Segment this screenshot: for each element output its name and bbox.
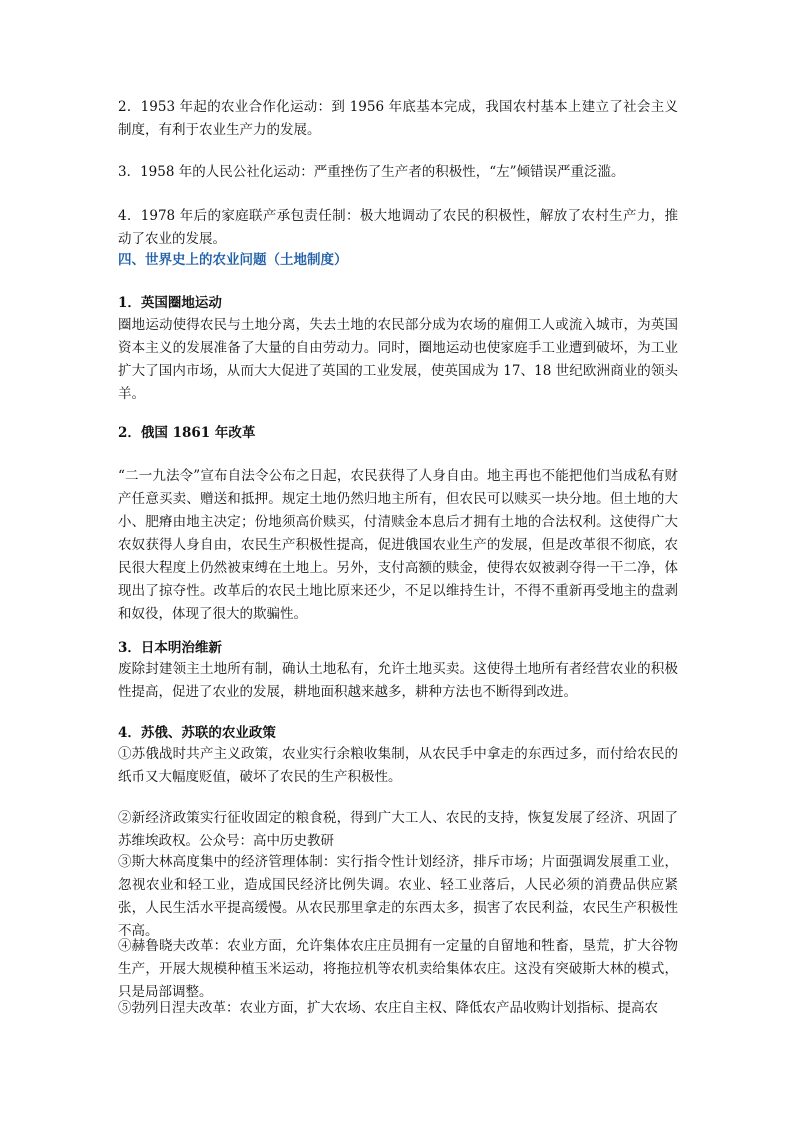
section-title: 四、世界史上的农业问题（土地制度） — [118, 252, 348, 268]
paragraph-1953-cooperatives: 2．1953 年起的农业合作化运动：到 1956 年底基本完成，我国农村基本上建立了社会主义制度，有利于农业生产力的发展。 — [118, 99, 678, 138]
heading-soviet: 4．苏俄、苏联的农业政策 — [118, 725, 276, 741]
paragraph-russia-1861: “二一九法令”宣布自法令公布之日起，农民获得了人身自由。地主再也不能把他们当成私有财产任意买卖、赠送和抵押。规定土地仍然归地主所有，但农民可以赎买一块分地。但土地的大小、肥瘠由地主决定；份地须高价赎买，付清赎金本息后才拥有土地的合法权利。这使得广大农奴获得人身自由，农民生产积极性提高，促进俄国农业生产的发展，但是改革很不彻底，农民很大程度上仍然被束缚在土地上。另外，支付高额的赎金，使得农奴被剥夺得一干二净，体现出了掠夺性。改革后的农民土地比原来还少，不足以维持生计，不得不重新再受地主的盘剥和奴役，体现了很大的欺骗性。 — [118, 468, 678, 622]
paragraph-soviet-khrushchev: ④赫鲁晓夫改革：农业方面，允许集体农庄庄员拥有一定量的自留地和牲畜，垦荒，扩大谷物生产，开展大规模种植玉米运动，将拖拉机等农机卖给集体农庄。这没有突破斯大林的模式，只是局部调整。 — [118, 938, 678, 1000]
heading-meiji: 3．日本明治维新 — [118, 640, 222, 656]
heading-enclosure: 1．英国圈地运动 — [118, 295, 222, 311]
heading-russia-1861: 2．俄国 1861 年改革 — [118, 425, 256, 441]
paragraph-1978-household-responsibility: 4．1978 年后的家庭联产承包责任制：极大地调动了农民的积极性，解放了农村生产力，推动了农业的发展。 — [118, 208, 678, 247]
paragraph-enclosure: 圈地运动使得农民与土地分离，失去土地的农民部分成为农场的雇佣工人或流入城市，为英国资本主义的发展准备了大量的自由劳动力。同时，圈地运动也使家庭手工业遭到破坏，为工业扩大了国内市场，从而大大促进了英国的工业发展，使英国成为 17、18 世纪欧洲商业的领头羊。 — [118, 317, 678, 402]
paragraph-soviet-war-communism: ①苏俄战时共产主义政策，农业实行余粮收集制，从农民手中拿走的东西过多，而付给农民的纸币又大幅度贬值，破坏了农民的生产积极性。 — [118, 746, 678, 785]
paragraph-soviet-stalin: ③斯大林高度集中的经济管理体制：实行指令性计划经济，排斥市场；片面强调发展重工业，忽视农业和轻工业，造成国民经济比例失调。农业、轻工业落后，人民必须的消费品供应紧张，人民生活水平提高缓慢。从农民那里拿走的东西太多，损害了农民利益，农民生产积极性不高。 — [118, 854, 678, 939]
paragraph-soviet-nep: ②新经济政策实行征收固定的粮食税，得到广大工人、农民的支持，恢复发展了经济、巩固了苏维埃政权。公众号：高中历史教研 — [118, 810, 678, 849]
paragraph-meiji: 废除封建领主土地所有制，确认土地私有，允许土地买卖。这使得土地所有者经营农业的积极性提高，促进了农业的发展，耕地面积越来越多，耕种方法也不断得到改进。 — [118, 661, 678, 700]
paragraph-soviet-brezhnev: ⑤勃列日涅夫改革：农业方面，扩大农场、农庄自主权、降低农产品收购计划指标、提高农 — [118, 1000, 658, 1016]
paragraph-1958-communes: 3．1958 年的人民公社化运动：严重挫伤了生产者的积极性，“左”倾错误严重泛滥。 — [118, 164, 625, 180]
